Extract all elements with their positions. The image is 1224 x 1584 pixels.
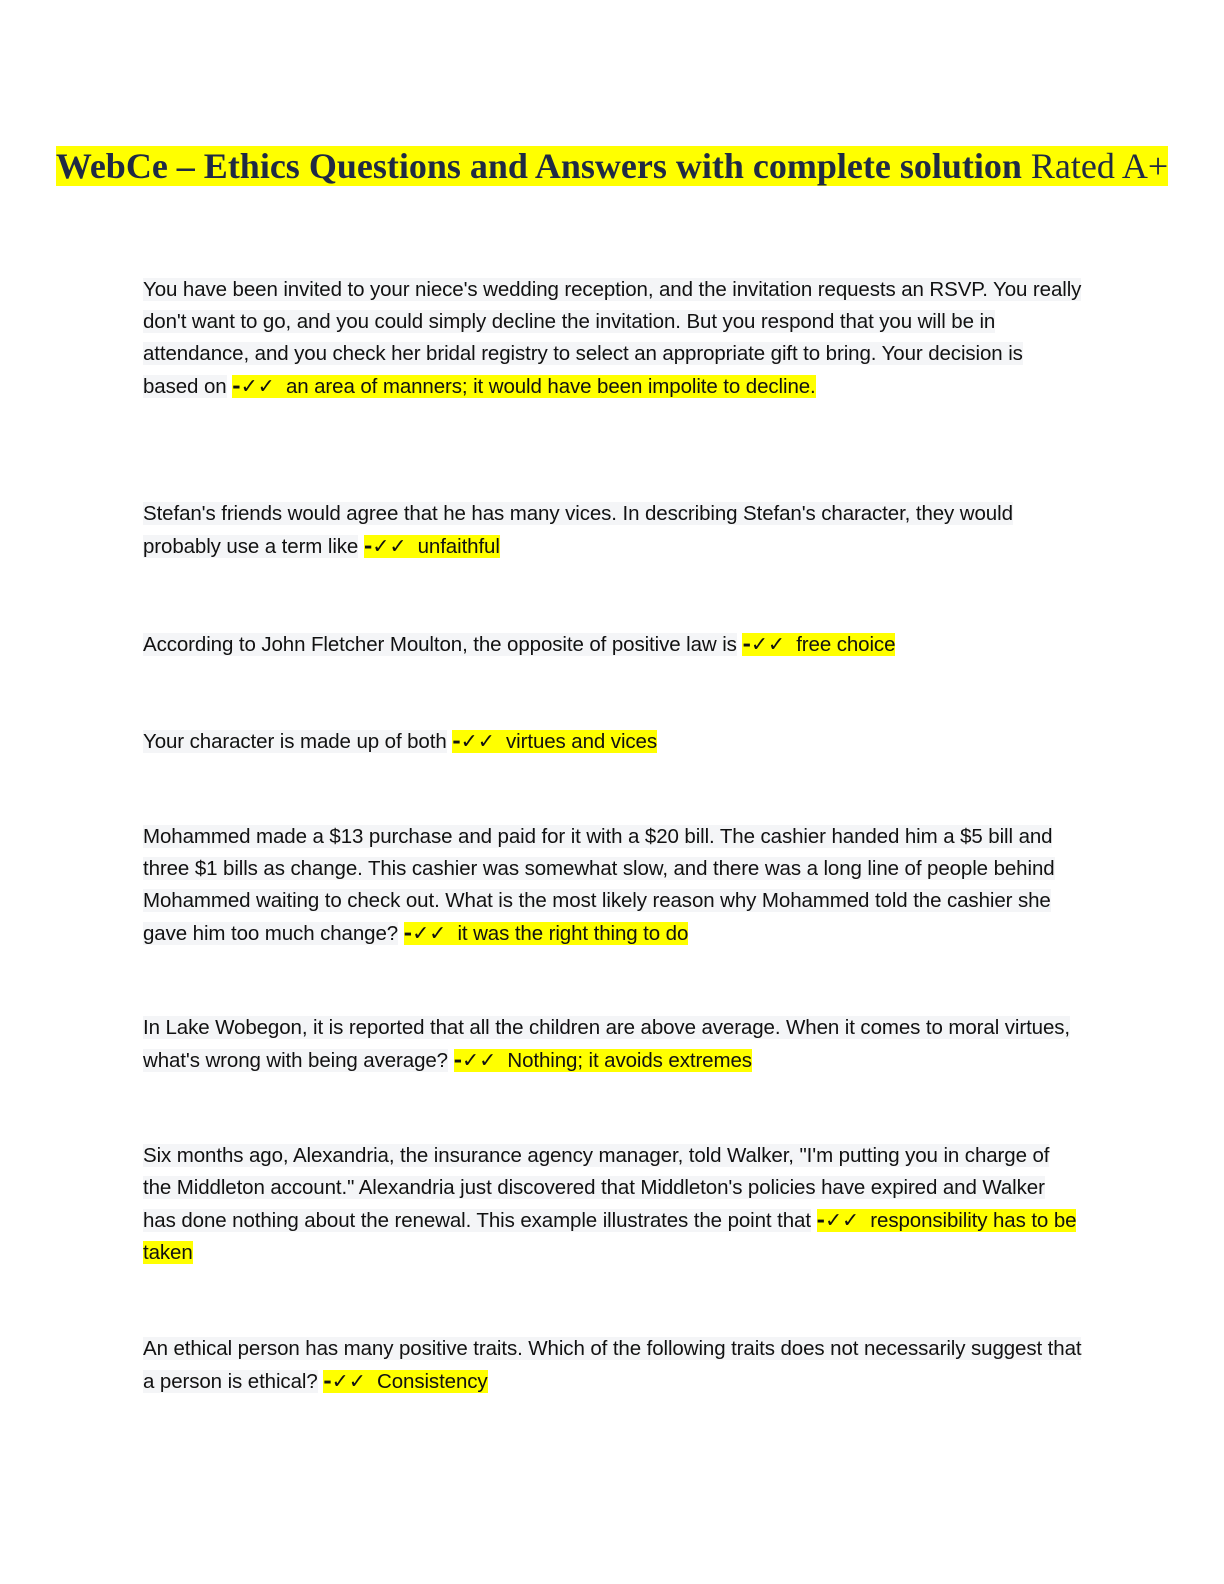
qa-item-8 (143, 1333, 1083, 1398)
qa-item-6 (143, 1012, 1083, 1077)
answer-highlight (404, 922, 689, 945)
question-text: An ethical person has many positive traits. Which of the following traits does not necessarily suggest that a person is ethical? (143, 1337, 1082, 1393)
answer-highlight (364, 535, 500, 558)
answer-highlight (452, 730, 657, 753)
checkmark-icon: -✓✓ (403, 921, 447, 945)
answer-text: it was the right thing to do (457, 922, 689, 945)
question-text: Six months ago, Alexandria, the insurance agency manager, told Walker, "I'm putting you in charge of the Middleton account." Alexandria just discovered that Middleton's policies have expired and Walker has done nothing about the renewal. This example illustrates the point that (143, 1144, 1050, 1232)
checkmark-icon: -✓✓ (453, 1048, 497, 1072)
answer-text: an area of manners; it would have been impolite to decline. (285, 375, 816, 398)
answer-text: responsibility has to be taken (143, 1209, 1077, 1264)
question-text: Stefan's friends would agree that he has many vices. In describing Stefan's character, they would probably use a term like (143, 502, 1013, 558)
qa-item-5 (143, 821, 1083, 950)
answer-highlight (454, 1049, 752, 1072)
checkmark-icon: -✓✓ (452, 729, 495, 753)
question-text: According to John Fletcher Moulton, the opposite of positive law is (143, 633, 737, 656)
answer-text: free choice (796, 633, 896, 656)
answer-highlight (742, 633, 895, 656)
qa-item-1 (143, 274, 1083, 403)
title-rating: Rated A+ (1030, 146, 1169, 186)
title-main: WebCe – Ethics Questions and Answers with complete solution (55, 146, 1022, 186)
answer-text: virtues and vices (506, 730, 657, 753)
answer-text: Consistency (377, 1370, 488, 1393)
checkmark-icon: -✓✓ (816, 1208, 860, 1232)
answer-highlight (323, 1370, 487, 1393)
qa-item-3 (143, 628, 1083, 661)
question-text: In Lake Wobegon, it is reported that all the children are above average. When it comes to moral virtues, what's wrong with being average? (143, 1016, 1071, 1072)
qa-item-4 (143, 725, 1083, 758)
document-title (0, 143, 1224, 190)
checkmark-icon: -✓✓ (232, 374, 275, 398)
question-text: Mohammed made a $13 purchase and paid for it with a $20 bill. The cashier handed him a $5 bill and three $1 bills as change. This cashier was somewhat slow, and there was a long line of people behind Mohammed waiting to check out. What is the most likely reason why Mohammed told the cashier she gave him too much change? (143, 825, 1055, 945)
question-text: Your character is made up of both (143, 730, 447, 753)
qa-item-7 (143, 1140, 1083, 1269)
checkmark-icon: -✓✓ (742, 632, 785, 656)
question-text: You have been invited to your niece's wedding reception, and the invitation requests an RSVP. You really don't want to go, and you could simply decline the invitation. But you respond that you will be in attendance, and you check her bridal registry to select an appropriate gift to bring. Your decision is based on (143, 278, 1082, 398)
qa-item-2 (143, 498, 1083, 563)
checkmark-icon: -✓✓ (323, 1369, 366, 1393)
answer-text: Nothing; it avoids extremes (507, 1049, 752, 1072)
checkmark-icon: -✓✓ (363, 534, 407, 558)
answer-highlight (232, 375, 815, 398)
answer-text: unfaithful (417, 535, 500, 558)
